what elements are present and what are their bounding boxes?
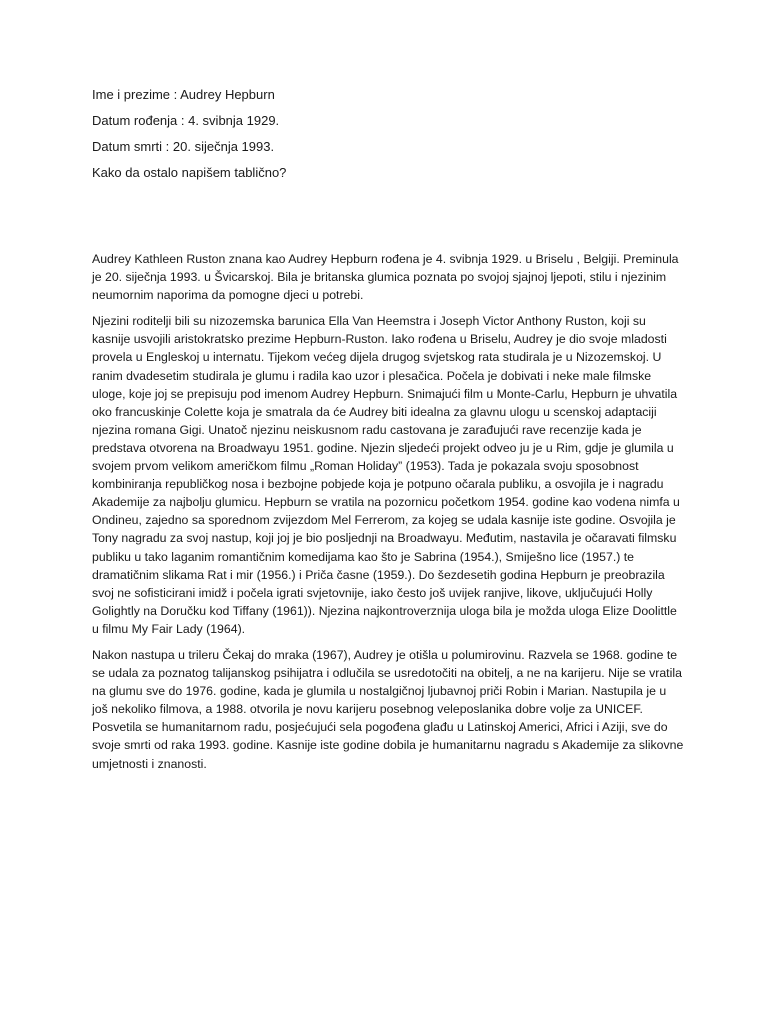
paragraph-intro: Audrey Kathleen Ruston znana kao Audrey Hepburn rođena je 4. svibnja 1929. u Briselu , Belgiji. Preminula je 20. siječnja 1993. u Švicarskoj. Bila je britanska glumica poznata po svojoj sjajnoj ljepoti, stilu i njezinim neumornim naporima da pomogne djeci u potrebi. (92, 252, 679, 303)
header-info (92, 86, 692, 190)
paragraph-career: Njezini roditelji bili su nizozemska barunica Ella Van Heemstra i Joseph Victor Anthony Ruston, koji su kasnije usvojili aristokratsko prezime Hepburn-Ruston. Iako rođena u Briselu, Audrey je dio svoje mladosti provela u Engleskoj u internatu. Tijekom većeg dijela drugog svjetskog rata studirala je u Nizozemskoj. U ranim dvadesetim studirala je glumu i radila kao uzor i plesačica. Počela je dobivati i neke male filmske uloge, koje joj se prepisuju pod imenom Audrey Hepburn. Snimajući film u Monte-Carlu, Hepburn je uhvatila oko francuskinje Colette koja je smatrala da će Audrey biti idealna za glavnu ulogu u scenskoj adaptaciji njezina romana Gigi. Unatoč njezinu neiskusnom radu castovana je zarađujući rave recenzije kada je predstava otvorena na Broadwayu 1951. godine. Njezin sljedeći projekt odveo ju je u Rim, gdje je glumila u svojem prvom velikom američkom filmu „Roman Holiday” (1953). Tada je pokazala svoju sposobnost kombiniranja republičkog nosa i bezbojne pobjede koja je potpuno očarala publiku, a osvojila je i nagradu Akademije za najbolju glumicu. Hepburn se vratila na pozornicu početkom 1954. godine kao vodena nimfa u Ondineu, zajedno sa sporednom zvijezdom Mel Ferrerom, za kojeg se udala kasnije iste godine. Osvojila je Tony nagradu za svoj nastup, koji joj je bio posljednji na Broadwayu. Međutim, nastavila je očaravati filmsku publiku u tako laganim romantičnim komedijama kao što je Sabrina (1954.), Smiješno lice (1957.) te dramatičnim slikama Rat i mir (1956.) i Priča časne (1959.). Do šezdesetih godina Hepburn je preobrazila svoj ne sofisticirani imidž i počela igrati svjetovnije, iako često još uvijek ranjive, likove, uključujući Holly Golightly na Doručku kod Tiffany (1961)). Njezina najkontroverznija uloga bila je možda uloga Elize Doolittle u filmu My Fair Lady (1964). (92, 314, 680, 636)
birth-date-line: Datum rođenja : 4. svibnja 1929. (92, 113, 280, 128)
paragraph-later-life: Nakon nastupa u trileru Čekaj do mraka (1967), Audrey je otišla u polumirovinu. Razvela se 1968. godine te se udala za poznatog talijanskog psihijatra i odlučila se usredotočiti na obitelj, a ne na karijeru. Nije se vratila na glumu sve do 1976. godine, kada je glumila u nostalgičnoj ljubavnoj priči Robin i Marian. Nastupila je u još nekoliko filmova, a 1988. otvorila je novu karijeru posebnog veleposlanika dobre volje za UNICEF. Posvetila se humanitarnom radu, posjećujući sela pogođena glađu u Latinskoj Americi, Africi i Aziji, sve do svoje smrti od raka 1993. godine. Kasnije iste godine dobila je humanitarnu nagradu s Akademije za slikovne umjetnosti i znanosti. (92, 647, 684, 771)
biography-text (92, 250, 684, 781)
name-line: Ime i prezime : Audrey Hepburn (92, 87, 275, 102)
question-line: Kako da ostalo napišem tablično? (92, 165, 287, 180)
death-date-line: Datum smrti : 20. siječnja 1993. (92, 139, 275, 154)
